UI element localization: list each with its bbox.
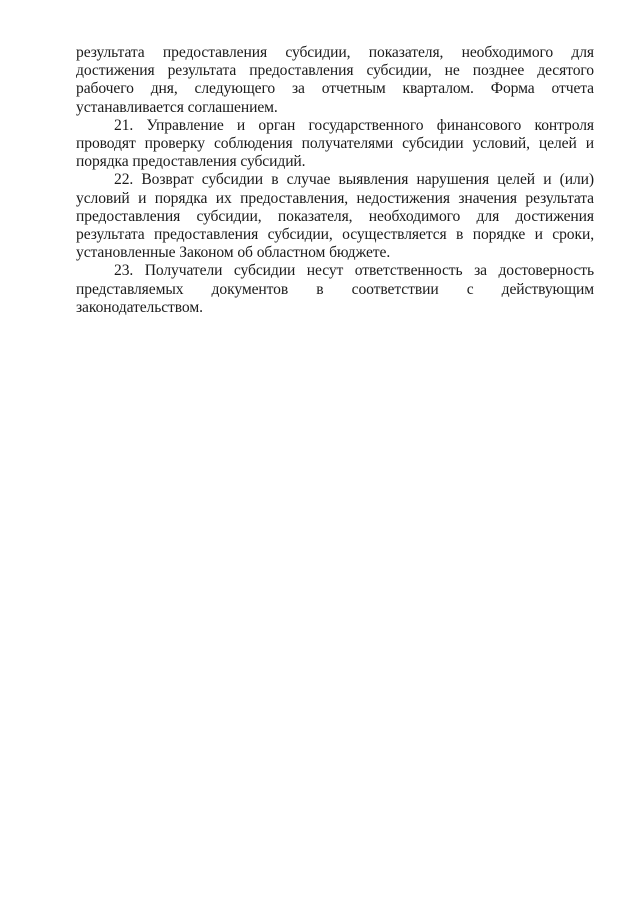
paragraph-23: 23. Получатели субсидии несут ответственность за достоверность представляемых документов в соответствии с действующим законодательством.	[76, 262, 594, 316]
paragraph-22: 22. Возврат субсидии в случае выявления нарушения целей и (или) условий и порядка их предоставления, недостижения значения результата предоставления субсидии, показателя, необходимого для достижения результата предоставления субсидии, осуществляется в порядке и сроки, установленные Законом об областном бюджете.	[76, 171, 594, 262]
paragraph-21: 21. Управление и орган государственного финансового контроля проводят проверку соблюдения получателями субсидии условий, целей и порядка предоставления субсидий.	[76, 116, 594, 171]
document-body	[76, 44, 594, 317]
paragraph-continuation: результата предоставления субсидии, показателя, необходимого для достижения результата предоставления субсидии, не позднее десятого рабочего дня, следующего за отчетным кварталом. Форма отчета устанавливается соглашением.	[76, 44, 594, 116]
